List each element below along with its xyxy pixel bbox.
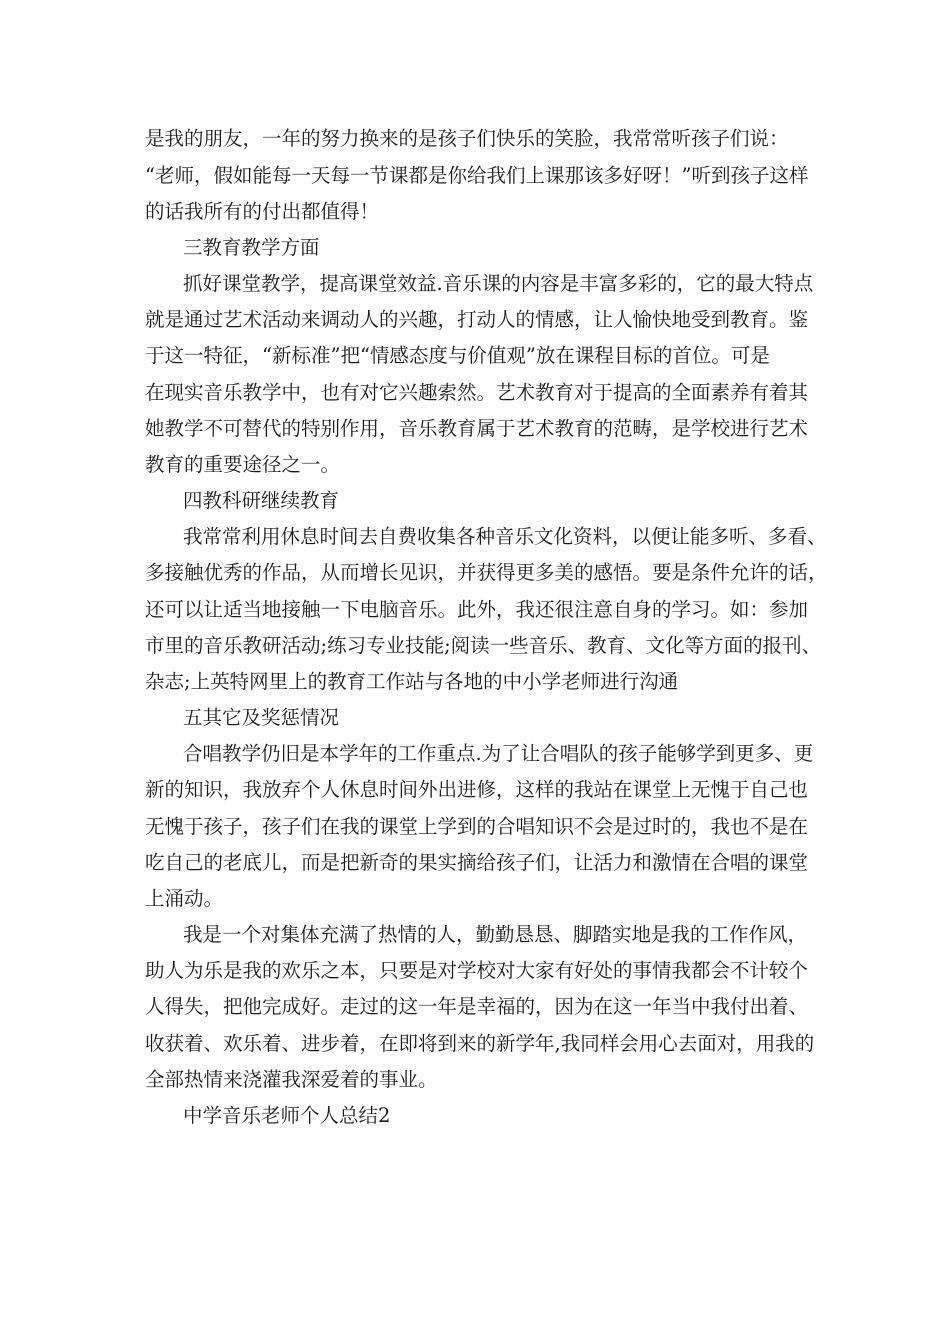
text-line: 我是一个对集体充满了热情的人，勤勤恳恳、脚踏实地是我的工作作风， [183,923,808,946]
text-line: 还可以让适当地接触一下电脑音乐。此外，我还很注意自身的学习。如：参加 [145,598,809,621]
text-line: 助人为乐是我的欢乐之本，只要是对学校对大家有好处的事情我都会不计较个 [145,959,809,982]
text-line: 是我的朋友，一年的努力换来的是孩子们快乐的笑脸，我常常听孩子们说： [145,127,789,150]
section-heading: 三教育教学方面 [183,236,320,259]
text-line: 于这一特征，“新标准”把“情感态度与价值观”放在课程目标的首位。可是 [145,344,770,367]
text-line: 无愧于孩子，孩子们在我的课堂上学到的合唱知识不会是过时的，我也不是在 [145,815,809,838]
text-line: 新的知识，我放弃个人休息时间外出进修，这样的我站在课堂上无愧于自己也 [145,778,809,801]
text-line: 抓好课堂教学，提高课堂效益.音乐课的内容是丰富多彩的，它的最大特点 [183,272,814,295]
text-line: 她教学不可替代的特别作用，音乐教育属于艺术教育的范畴，是学校进行艺术 [145,417,809,440]
text-line: 人得失，把他完成好。走过的这一年是幸福的，因为在这一年当中我付出着、 [145,995,809,1018]
section-title: 中学音乐老师个人总结2 [183,1104,391,1127]
section-heading: 四教科研继续教育 [183,489,340,512]
text-line: 全部热情来浇灌我深爱着的事业。 [145,1068,438,1091]
section-heading: 五其它及奖惩情况 [183,706,340,729]
text-line: 上涌动。 [145,887,224,910]
text-line: 教育的重要途径之一。 [145,453,341,476]
text-line: 多接触优秀的作品，从而增长见识，并获得更多美的感悟。要是条件允许的话， [145,561,828,584]
text-line: 市里的音乐教研活动;练习专业技能;阅读一些音乐、教育、文化等方面的报刊、 [145,634,822,657]
text-line: 杂志;上英特网里上的教育工作站与各地的中小学老师进行沟通 [145,670,679,693]
text-line: 合唱教学仍旧是本学年的工作重点.为了让合唱队的孩子能够学到更多、更 [183,742,814,765]
text-line: 我常常利用休息时间去自费收集各种音乐文化资料，以便让能多听、多看、 [183,525,827,548]
text-line: 吃自己的老底儿，而是把新奇的果实摘给孩子们，让活力和激情在合唱的课堂 [145,851,809,874]
text-line: “老师，假如能每一天每一节课都是你给我们上课那该多好呀！”听到孩子这样 [145,164,809,187]
text-line: 就是通过艺术活动来调动人的兴趣，打动人的情感，让人愉快地受到教育。鉴 [145,308,809,331]
text-line: 的话我所有的付出都值得！ [145,200,380,223]
text-line: 收获着、欢乐着、进步着，在即将到来的新学年,我同样会用心去面对，用我的 [145,1032,815,1055]
text-line: 在现实音乐教学中，也有对它兴趣索然。艺术教育对于提高的全面素养有着其 [145,381,809,404]
